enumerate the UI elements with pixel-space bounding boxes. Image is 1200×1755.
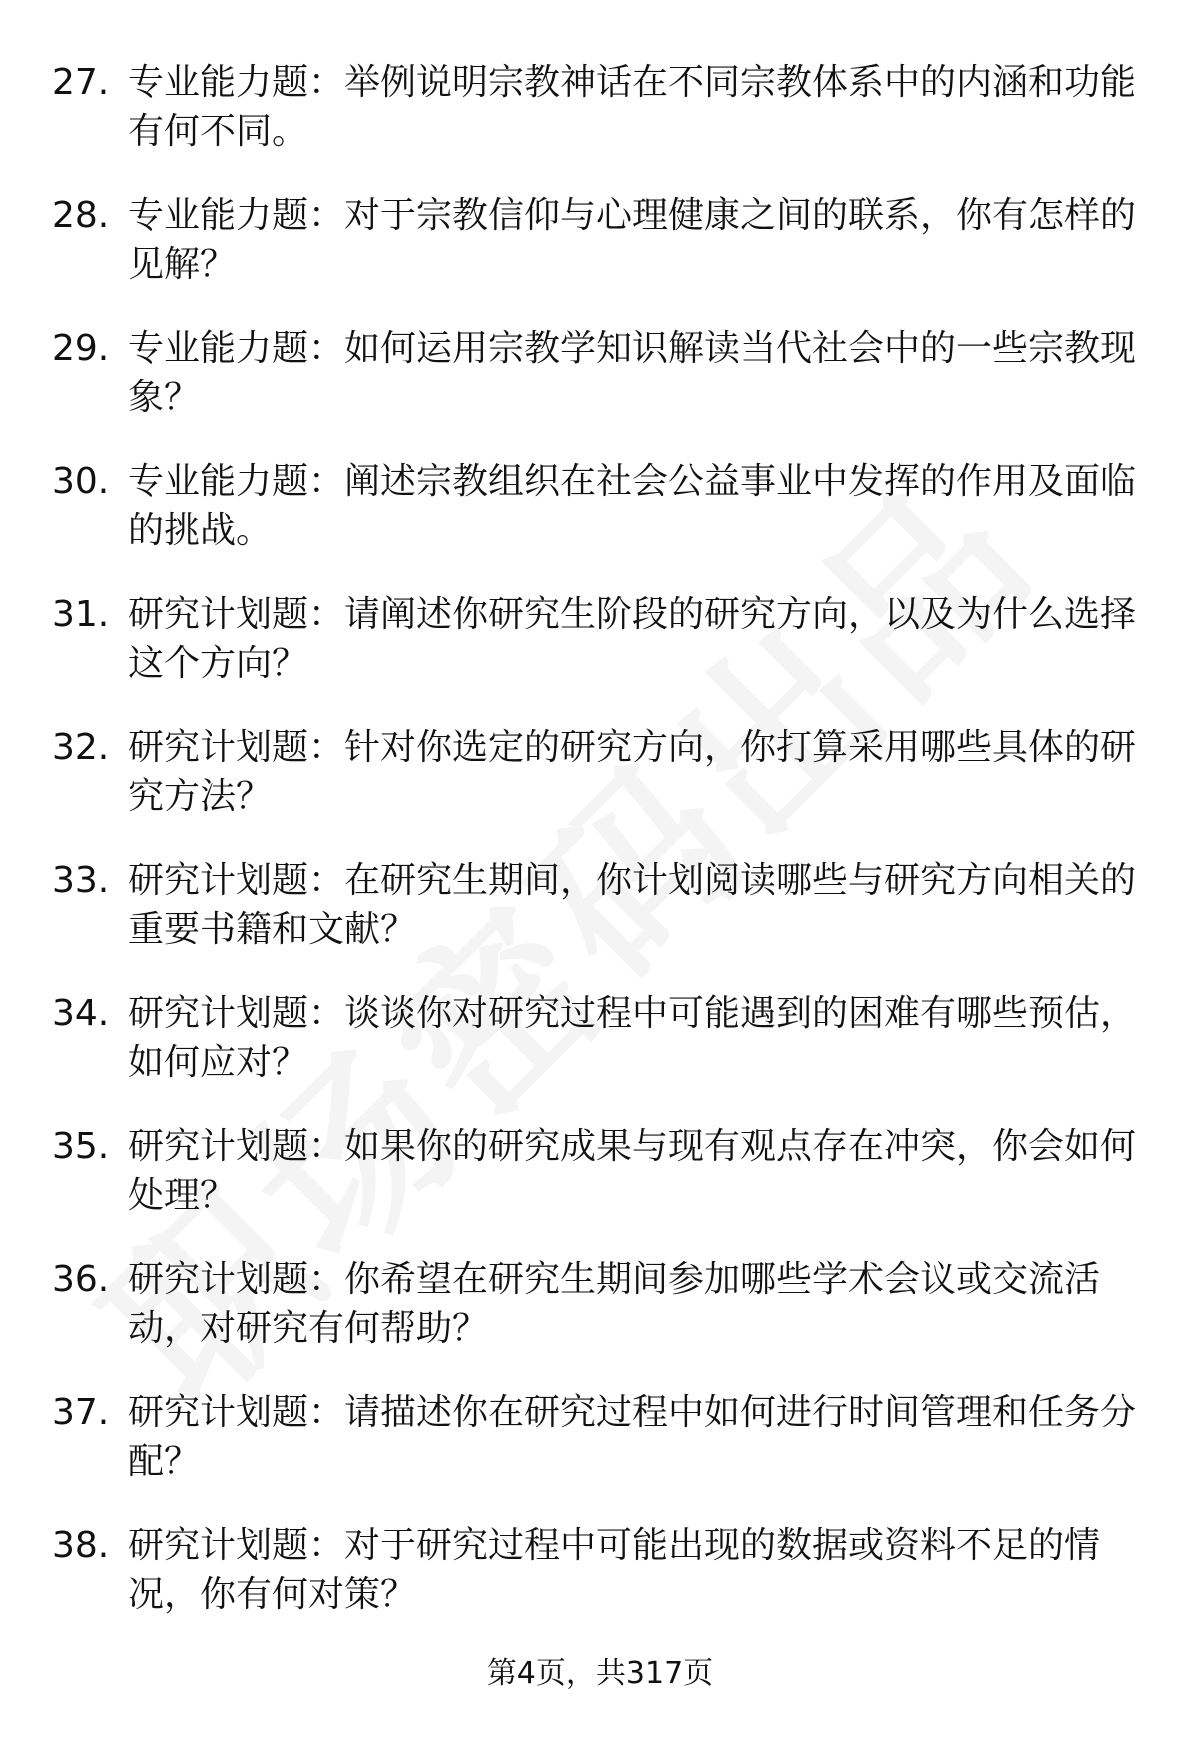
question-list — [0, 58, 1200, 1654]
question-text: 专业能力题：对于宗教信仰与心理健康之间的联系，你有怎样的见解？ — [128, 195, 1137, 285]
question-number: 28. — [52, 195, 110, 236]
question-text: 研究计划题：请描述你在研究过程中如何进行时间管理和任务分配？ — [128, 1392, 1137, 1482]
question-number: 36. — [52, 1259, 110, 1300]
question-item — [0, 590, 1200, 723]
question-text: 专业能力题：阐述宗教组织在社会公益事业中发挥的作用及面临的挑战。 — [128, 461, 1137, 551]
question-text: 研究计划题：请阐述你研究生阶段的研究方向，以及为什么选择这个方向？ — [128, 594, 1137, 684]
question-number: 32. — [52, 727, 110, 768]
question-text: 研究计划题：针对你选定的研究方向，你打算采用哪些具体的研究方法？ — [128, 727, 1137, 817]
question-text: 专业能力题：举例说明宗教神话在不同宗教体系中的内涵和功能有何不同。 — [128, 62, 1137, 152]
question-item — [0, 191, 1200, 324]
question-item — [0, 1122, 1200, 1255]
question-number: 34. — [52, 993, 110, 1034]
question-text: 专业能力题：如何运用宗教学知识解读当代社会中的一些宗教现象？ — [128, 328, 1137, 418]
question-item — [0, 58, 1200, 191]
question-item — [0, 457, 1200, 590]
question-number: 30. — [52, 461, 110, 502]
question-text: 研究计划题：对于研究过程中可能出现的数据或资料不足的情况，你有何对策？ — [128, 1525, 1101, 1615]
question-number: 33. — [52, 860, 110, 901]
question-item — [0, 856, 1200, 989]
question-text: 研究计划题：如果你的研究成果与现有观点存在冲突，你会如何处理？ — [128, 1126, 1137, 1216]
question-text: 研究计划题：你希望在研究生期间参加哪些学术会议或交流活动，对研究有何帮助？ — [128, 1259, 1101, 1349]
question-text: 研究计划题：在研究生期间，你计划阅读哪些与研究方向相关的重要书籍和文献？ — [128, 860, 1137, 950]
question-number: 29. — [52, 328, 110, 369]
question-number: 38. — [52, 1525, 110, 1566]
question-number: 37. — [52, 1392, 110, 1433]
question-item — [0, 1521, 1200, 1654]
question-number: 31. — [52, 594, 110, 635]
question-item — [0, 1388, 1200, 1521]
question-item — [0, 324, 1200, 457]
question-item — [0, 989, 1200, 1122]
question-number: 35. — [52, 1126, 110, 1167]
page-indicator: 第4页，共317页 — [486, 1656, 714, 1691]
question-item — [0, 1255, 1200, 1388]
question-number: 27. — [52, 62, 110, 103]
question-text: 研究计划题：谈谈你对研究过程中可能遇到的困难有哪些预估，如何应对？ — [128, 993, 1137, 1083]
question-item — [0, 723, 1200, 856]
